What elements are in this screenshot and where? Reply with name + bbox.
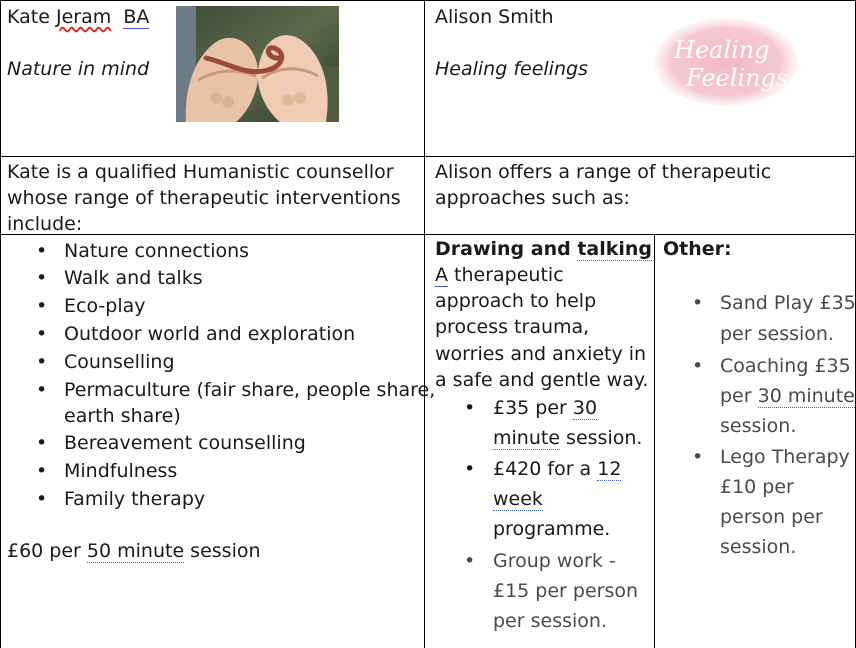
other-item-cont: £10 per <box>720 476 794 498</box>
drawing-price-item-cont: programme. <box>493 518 611 540</box>
bullet-icon: • <box>36 379 48 401</box>
other-item-cont: per 30 minute <box>720 385 855 407</box>
bullet-icon: • <box>464 397 476 419</box>
bullet-icon: • <box>36 351 48 373</box>
kate-name: Kate Jeram BA <box>7 6 150 28</box>
kate-intro-line: whose range of therapeutic interventions <box>7 187 401 209</box>
bullet-icon: • <box>692 292 704 314</box>
bullet-icon: • <box>36 432 48 454</box>
alison-name: Alison Smith <box>435 6 554 28</box>
drawing-price-item-cont: per session. <box>493 610 607 632</box>
alison-intro-line: approaches such as: <box>435 187 630 209</box>
drawing-desc-line: A therapeutic <box>435 264 564 286</box>
other-item: Sand Play £35 <box>720 292 856 314</box>
bullet-icon: • <box>36 240 48 262</box>
bullet-icon: • <box>464 550 476 572</box>
column-divider <box>424 0 425 648</box>
drawing-price-item-cont: £15 per person <box>493 580 639 602</box>
drawing-price-item: £420 for a 12 <box>493 458 622 480</box>
bullet-icon: • <box>36 488 48 510</box>
list-item-continued: earth share) <box>64 405 181 427</box>
other-item-cont: session. <box>720 536 797 558</box>
drawing-talking-heading: Drawing and talking <box>435 238 653 260</box>
row-divider-1 <box>0 156 856 157</box>
other-item: Coaching £35 <box>720 355 851 377</box>
list-item: Permaculture (fair share, people share, <box>64 379 436 401</box>
svg-text:Healing: Healing <box>674 36 770 64</box>
hands-holding-worm-photo <box>176 6 339 122</box>
other-item-cont: per session. <box>720 323 834 345</box>
drawing-desc-line: approach to help <box>435 290 597 312</box>
other-heading: Other: <box>663 238 732 260</box>
table-border-left <box>0 0 1 648</box>
list-item: Mindfulness <box>64 460 178 482</box>
table-border-top <box>0 0 856 1</box>
kate-intro-line: Kate is a qualified Humanistic counsellor <box>7 161 394 183</box>
bullet-icon: • <box>464 458 476 480</box>
other-item-cont: person per <box>720 506 823 528</box>
other-item: Lego Therapy <box>720 446 850 468</box>
list-item: Walk and talks <box>64 267 203 289</box>
bullet-icon: • <box>36 323 48 345</box>
bullet-icon: • <box>692 355 704 377</box>
other-item-cont: session. <box>720 415 797 437</box>
list-item: Family therapy <box>64 488 206 510</box>
row-divider-2 <box>0 234 856 235</box>
alison-intro-line: Alison offers a range of therapeutic <box>435 161 772 183</box>
drawing-desc-line: a safe and gentle way. <box>435 369 649 391</box>
list-item: Eco-play <box>64 295 146 317</box>
alison-tagline: Healing feelings <box>435 58 588 80</box>
bullet-icon: • <box>692 446 704 468</box>
kate-price: £60 per 50 minute session <box>7 540 261 562</box>
drawing-price-item-cont: week <box>493 488 543 510</box>
kate-tagline: Nature in mind <box>7 58 150 80</box>
drawing-price-item: £35 per 30 <box>493 397 598 419</box>
subcolumn-divider <box>654 234 655 648</box>
drawing-desc-line: worries and anxiety in <box>435 343 647 365</box>
drawing-price-item: Group work - <box>493 550 616 572</box>
list-item: Counselling <box>64 351 175 373</box>
list-item: Bereavement counselling <box>64 432 306 454</box>
bullet-icon: • <box>36 460 48 482</box>
list-item: Nature connections <box>64 240 250 262</box>
svg-text:Feelings: Feelings <box>686 64 789 92</box>
bullet-icon: • <box>36 295 48 317</box>
drawing-desc-line: process trauma, <box>435 316 590 338</box>
list-item: Outdoor world and exploration <box>64 323 356 345</box>
healing-feelings-logo <box>652 14 800 110</box>
drawing-price-item-cont: minute session. <box>493 427 643 449</box>
bullet-icon: • <box>36 267 48 289</box>
kate-intro-line: include: <box>7 213 83 235</box>
